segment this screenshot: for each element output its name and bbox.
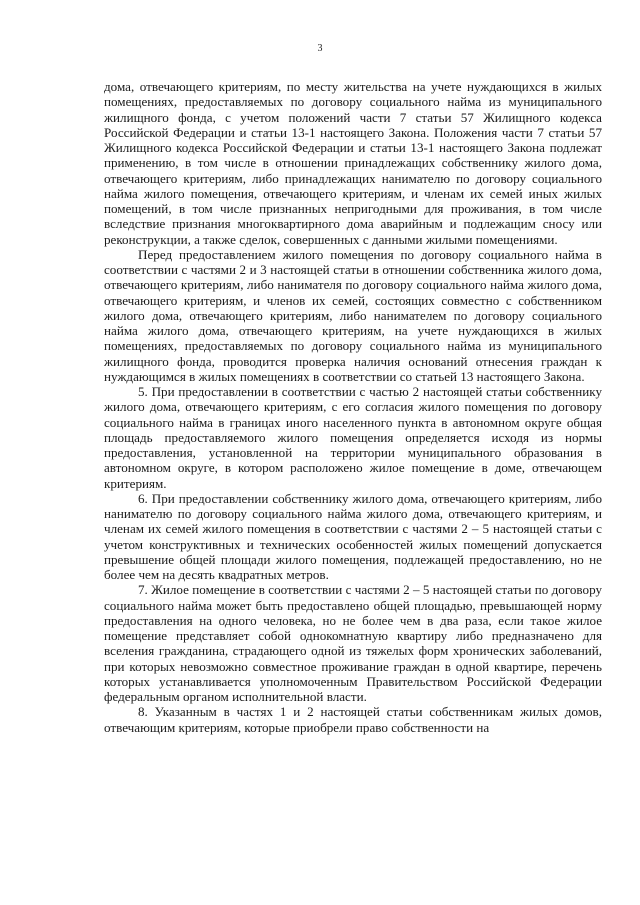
page-number: 3 [317, 43, 323, 54]
paragraph-5: 5. При предоставлении в соответствии с частью 2 настоящей статьи собственнику жилого дома, отвечающего критериям, с его согласия жилого помещения по договору социального найма в границах иного населенного пункта в автономном округе общая площадь предоставляемого жилого помещения определяется исходя из нормы предоставления, установленной на территории муниципального образования в автономном округе, в котором расположено жилое помещение в доме, отвечающем критериям. [104, 384, 602, 491]
paragraph-8: 8. Указанным в частях 1 и 2 настоящей статьи собственникам жилых домов, отвечающим критериям, которые приобрели право собственности на [104, 704, 602, 735]
document-body [104, 79, 602, 735]
paragraph-continuation: дома, отвечающего критериям, по месту жительства на учете нуждающихся в жилых помещениях, предоставляемых по договору социального найма из муниципального жилищного фонда, с учетом положений части 7 статьи 57 Жилищного кодекса Российской Федерации и статьи 13-1 настоящего Закона. Положения части 7 статьи 57 Жилищного кодекса Российской Федерации и статьи 13-1 настоящего Закона подлежат применению, в том числе в отношении принадлежащих собственнику жилого дома, отвечающего критериям, либо принадлежащих нанимателю по договору социального найма жилого помещения, отвечающего критериям, и членам их семей иных жилых помещений, в том числе признанных непригодными для проживания, в том числе вследствие признания многоквартирного дома аварийным и подлежащим сносу или реконструкции, а также сделок, совершенных с данными жилыми помещениями. [104, 79, 602, 247]
paragraph-verification: Перед предоставлением жилого помещения по договору социального найма в соответствии с частями 2 и 3 настоящей статьи в отношении собственника жилого дома, отвечающего критериям, либо нанимателя по договору социального найма жилого дома, отвечающего критериям, и членов их семей, состоящих совместно с собственником жилого дома, отвечающего критериям, либо нанимателем по договору социального найма жилого дома, отвечающего критериям, на учете нуждающихся в жилых помещениях, предоставляемых по договору социального найма из муниципального жилищного фонда, проводится проверка наличия оснований отнесения граждан к нуждающимся в жилых помещениях в соответствии со статьей 13 настоящего Закона. [104, 246, 602, 384]
paragraph-7: 7. Жилое помещение в соответствии с частями 2 – 5 настоящей статьи по договору социального найма может быть предоставлено общей площадью, превышающей норму предоставления на одного человека, но не более чем в два раза, если такое жилое помещение представляет собой однокомнатную квартиру либо предназначено для вселения гражданина, страдающего одной из тяжелых форм хронических заболеваний, при которых невозможно совместное проживание граждан в одной квартире, перечень которых устанавливается уполномоченным Правительством Российской Федерации федеральным органом исполнительной власти. [104, 582, 602, 704]
paragraph-6: 6. При предоставлении собственнику жилого дома, отвечающего критериям, либо нанимателю по договору социального найма жилого дома, отвечающего критериям, и членам их семей жилого помещения в соответствии с частями 2 – 5 настоящей статьи с учетом конструктивных и технических особенностей жилых помещений допускается превышение общей площади жилого помещения, подлежащей предоставлению, но не более чем на десять квадратных метров. [104, 490, 602, 582]
